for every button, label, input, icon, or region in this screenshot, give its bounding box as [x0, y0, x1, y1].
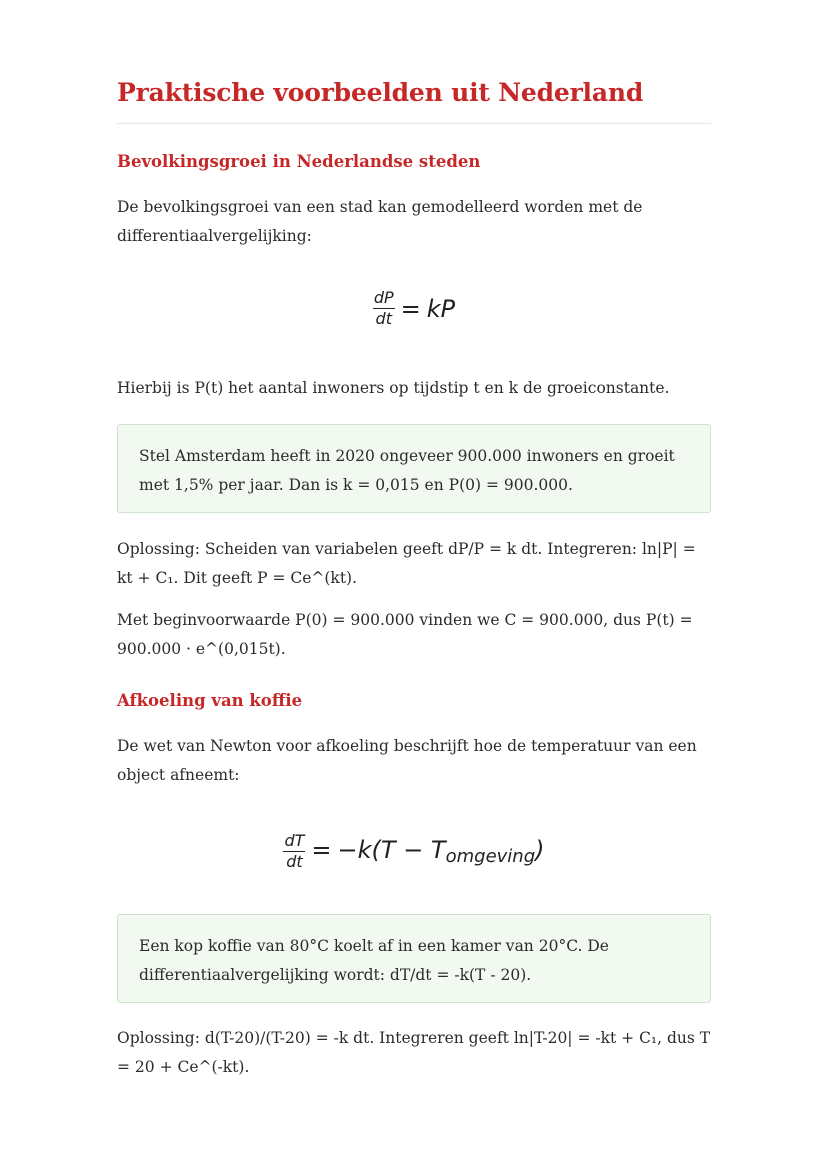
formula-equals-sign: = [311, 836, 332, 864]
title-divider [117, 123, 711, 124]
formula-denominator: dt [286, 852, 303, 871]
formula-rhs-expression: −k(T − T [337, 836, 446, 864]
formula-denominator: dt [375, 309, 392, 328]
population-initial-condition-paragraph: Met beginvoorwaarde P(0) = 900.000 vinden we C = 900.000, dus P(t) = 900.000 · e^(0,015t). [117, 611, 693, 658]
formula-right-side [401, 295, 455, 323]
section-heading-population-growth: Bevolkingsgroei in Nederlandse steden [117, 152, 481, 171]
page-title: Praktische voorbeelden uit Nederland [117, 78, 644, 107]
coffee-example-text: Een kop koffie van 80°C koelt af in een kamer van 20°C. De differentiaalvergelijking wordt: dT/dt = -k(T - 20). [139, 937, 609, 984]
amsterdam-example-box [117, 424, 711, 513]
formula-fraction [283, 833, 305, 870]
formula-equals-sign: = [400, 294, 421, 323]
population-explanation-paragraph: Hierbij is P(t) het aantal inwoners op tijdstip t en k de groeiconstante. [117, 379, 670, 397]
formula-right-side [311, 836, 544, 867]
formula-numerator: dP [373, 288, 394, 307]
formula-numerator: dT [284, 831, 305, 850]
cooling-solution-paragraph: Oplossing: d(T-20)/(T-20) = -k dt. Integreren geeft ln|T-20| = -kt + C₁, dus T = 20 + Ce^(-kt). [117, 1029, 711, 1076]
cooling-intro-paragraph: De wet van Newton voor afkoeling beschrijft hoe de temperatuur van een object afneemt: [117, 737, 697, 784]
population-solution-paragraph: Oplossing: Scheiden van variabelen geeft dP/P = k dt. Integreren: ln|P| = kt + C₁. Dit geeft P = Ce^(kt). [117, 540, 696, 587]
coffee-example-box [117, 914, 711, 1003]
population-growth-formula [117, 290, 711, 327]
formula-rhs-expression: kP [426, 294, 456, 323]
formula-fraction [373, 290, 395, 327]
formula-subscript-omgeving: omgeving [445, 846, 536, 867]
section-heading-coffee-cooling: Afkoeling van koffie [117, 691, 303, 710]
population-intro-paragraph: De bevolkingsgroei van een stad kan gemodelleerd worden met de differentiaalvergelijking: [117, 198, 643, 245]
newton-cooling-formula [117, 833, 711, 870]
formula-closing-paren: ) [535, 836, 545, 864]
amsterdam-example-text: Stel Amsterdam heeft in 2020 ongeveer 900.000 inwoners en groeit met 1,5% per jaar. Dan is k = 0,015 en P(0) = 900.000. [139, 447, 675, 494]
